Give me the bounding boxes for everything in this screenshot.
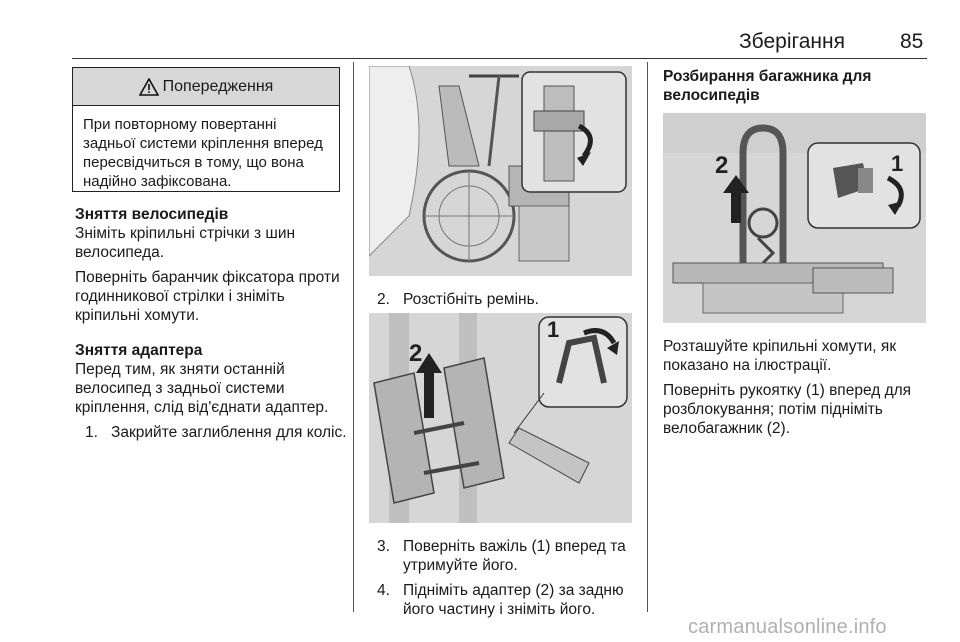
callout-2: 2 xyxy=(715,152,729,179)
section-heading-remove-adapter: Зняття адаптера xyxy=(75,342,203,359)
rack-disassembly-drawing xyxy=(663,113,926,323)
illustration-bicycle-on-rack xyxy=(369,66,632,276)
warning-triangle-icon xyxy=(139,78,159,96)
page-number: 85 xyxy=(900,30,924,53)
paragraph-turn-knob: Поверніть баранчик фіксатора проти годинникової стрілки і зніміть кріпильні хомути. xyxy=(75,269,340,324)
page-header-title: Зберігання xyxy=(739,30,845,53)
left-column xyxy=(75,205,350,442)
step-4-text: Підніміть адаптер (2) за задню його частину і зніміть його. xyxy=(403,582,624,618)
section-heading-remove-bicycles: Зняття велосипедів xyxy=(75,206,229,223)
step-4-number: 4. xyxy=(377,582,390,599)
warning-header xyxy=(73,68,339,106)
step-3 xyxy=(377,537,639,575)
step-2-number: 2. xyxy=(377,291,390,308)
step-3-number: 3. xyxy=(377,538,390,555)
footer-watermark: carmanualsonline.info xyxy=(688,616,887,638)
step-4 xyxy=(377,581,639,619)
right-column-heading-block xyxy=(663,67,928,105)
paragraph-turn-handle: Поверніть рукоятку (1) вперед для розблокування; потім підніміть велобагажник (2). xyxy=(663,382,912,437)
step-3-text: Поверніть важіль (1) вперед та утримуйте його. xyxy=(403,538,626,574)
column-divider-right xyxy=(647,62,648,612)
step-2-text: Розстібніть ремінь. xyxy=(403,291,539,308)
step-1-number: 1. xyxy=(85,424,98,441)
callout-1: 1 xyxy=(891,151,904,176)
section-heading-disassemble-rack: Розбирання багажника для велосипедів xyxy=(663,68,872,104)
warning-title: Попередження xyxy=(162,77,274,95)
paragraph-remove-straps: Зніміть кріпильні стрічки з шин велосипеда. xyxy=(75,225,296,261)
header-divider xyxy=(72,58,927,59)
column-divider-left xyxy=(353,62,354,612)
step-1 xyxy=(75,423,350,442)
paragraph-detach-adapter: Перед тим, як зняти останній велосипед з задньої системи кріплення, слід від'єднати адаптер. xyxy=(75,361,329,416)
warning-text: При повторному повертанні задньої системи кріплення вперед пересвідчиться в тому, що вона надійно зафіксована. xyxy=(83,116,323,190)
callout-2: 2 xyxy=(409,340,423,367)
step-2 xyxy=(377,290,637,309)
illustration-adapter-removal xyxy=(369,313,632,523)
step-1-text: Закрийте заглиблення для коліс. xyxy=(111,424,347,441)
callout-1: 1 xyxy=(547,317,560,342)
bicycle-rack-drawing xyxy=(369,66,632,276)
paragraph-position-clamps: Розташуйте кріпильні хомути, як показано на ілюстрації. xyxy=(663,338,897,374)
right-column-text xyxy=(663,337,931,438)
warning-box xyxy=(72,67,340,192)
illustration-rack-disassembly xyxy=(663,113,926,323)
adapter-drawing xyxy=(369,313,632,523)
middle-column-steps xyxy=(377,537,639,619)
